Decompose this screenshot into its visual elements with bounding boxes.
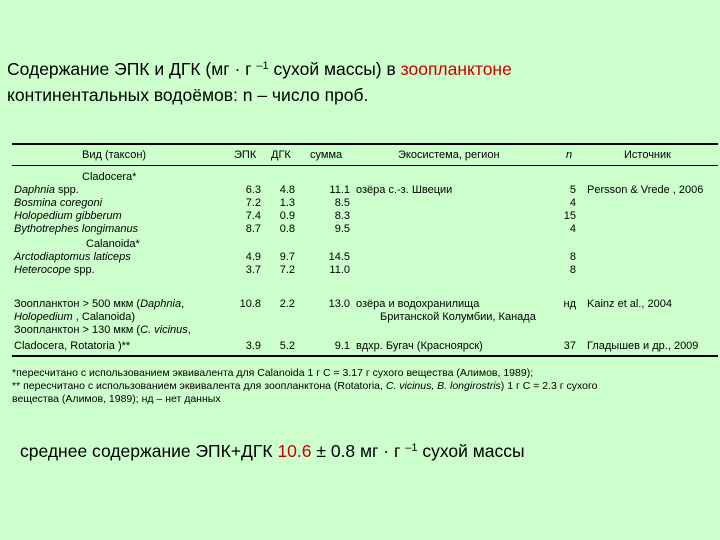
src-cell: Kainz et al., 2004	[587, 298, 673, 310]
title-text-after: сухой массы) в	[268, 59, 401, 79]
footnote-2-text: ** пересчитано с использованием эквивалента для зоопланктона (Rotatoria,	[12, 380, 386, 392]
taxon-name: Bosmina coregoni	[14, 197, 103, 209]
table-row	[12, 251, 718, 264]
n-cell: 8	[569, 251, 576, 263]
taxon-suffix: spp.	[70, 264, 95, 276]
title-line-1	[7, 53, 717, 82]
dgk-cell: 4.8	[279, 184, 295, 196]
epk-cell: 6.3	[245, 184, 261, 196]
table-row	[12, 184, 718, 197]
slide-title	[7, 53, 717, 108]
summary-text: среднее содержание ЭПК+ДГК	[20, 441, 278, 461]
table-header-rule	[12, 165, 718, 166]
table-bottom-rule	[12, 355, 718, 357]
summary-highlight: 10.6	[277, 441, 312, 461]
taxon-italic: Daphnia	[140, 298, 182, 310]
taxon-text-end: ,	[187, 324, 191, 336]
epk-cell: 3.7	[245, 264, 261, 276]
header-n: n	[566, 149, 573, 161]
taxon-italic: C. vicinus	[140, 324, 188, 336]
sum-cell: 11.0	[329, 264, 350, 276]
epk-cell: 4.9	[245, 251, 261, 263]
eco-cell: озёра с.-з. Швеции	[356, 184, 453, 196]
dgk-cell: 7.2	[279, 264, 295, 276]
eco-cell: озёра и водохранилища	[356, 298, 480, 310]
title-text: Содержание ЭПК и ДГК (мг · г	[7, 59, 257, 79]
header-src: Источник	[624, 149, 671, 161]
header-dgk: ДГК	[271, 149, 291, 161]
taxon-cell	[14, 264, 95, 277]
header-eco: Экосистема, регион	[398, 149, 500, 161]
n-cell: нд	[563, 298, 576, 310]
sum-cell: 11.1	[329, 184, 350, 196]
footnote-2-text-end: ) 1 г C = 2.3 г сухого	[500, 380, 598, 392]
header-sum: сумма	[310, 149, 343, 161]
n-cell: 37	[563, 340, 576, 352]
footnote-1: *пересчитано с использованием эквивалента для Calanoida 1 г C = 3.17 г сухого вещества (Алимов, 1989);	[12, 367, 534, 379]
sum-cell: 8.5	[334, 197, 350, 209]
table-row	[12, 324, 718, 337]
table-top-rule	[12, 143, 718, 145]
footnote-3: вещества (Алимов, 1989); нд – нет данных	[12, 393, 221, 405]
table-row	[12, 171, 718, 184]
eco-cell: вдхр. Бугач (Красноярск)	[356, 340, 483, 352]
taxon-name: Arctodiaptomus laticeps	[14, 251, 131, 263]
epk-cell: 7.2	[245, 197, 261, 209]
epk-cell: 10.8	[239, 298, 261, 310]
eco-cell: Британской Колумбии, Канада	[380, 311, 536, 323]
src-cell: Гладышев и др., 2009	[587, 340, 699, 352]
taxon-suffix: spp.	[54, 184, 79, 196]
taxon-cell	[14, 184, 79, 197]
epk-cell: 8.7	[245, 223, 261, 235]
table-row	[12, 340, 718, 353]
taxon-text: Зоопланктон > 130 мкм (	[14, 324, 141, 336]
summary-text-after: сухой массы	[417, 441, 525, 461]
group-label: Cladocera*	[82, 171, 137, 183]
sum-cell: 9.1	[334, 340, 350, 352]
summary-line	[20, 436, 720, 463]
dgk-cell: 0.9	[279, 210, 295, 222]
footnote-2-italic: C. vicinus, B. longirostris	[385, 380, 501, 392]
title-superscript: –1	[256, 60, 269, 72]
epk-cell: 7.4	[245, 210, 261, 222]
taxon-text-end: ,	[181, 298, 185, 310]
header-epk: ЭПК	[234, 149, 257, 161]
title-line-2: континентальных водоёмов: n – число проб.	[7, 85, 369, 105]
table-row	[12, 264, 718, 277]
taxon-name: Heterocope	[14, 264, 71, 276]
n-cell: 8	[569, 264, 576, 276]
dgk-cell: 9.7	[279, 251, 295, 263]
taxon-name: Bythotrephes longimanus	[14, 223, 139, 235]
table-row	[12, 197, 718, 210]
table-row	[12, 223, 718, 236]
sum-cell: 8.3	[334, 210, 350, 222]
taxon-cell	[14, 311, 135, 324]
group-label: Calanoida*	[86, 238, 140, 250]
header-taxon: Вид (таксон)	[82, 149, 147, 161]
taxon-name: Daphnia	[14, 184, 55, 196]
sum-cell: 9.5	[334, 223, 350, 235]
dgk-cell: 1.3	[279, 197, 295, 209]
table-row	[12, 311, 718, 324]
n-cell: 5	[569, 184, 576, 196]
footnote-2	[12, 380, 718, 393]
sum-cell: 14.5	[328, 251, 350, 263]
n-cell: 4	[569, 223, 576, 235]
taxon-cell	[14, 324, 191, 337]
summary-superscript: –1	[405, 442, 418, 454]
summary-text-middle: ± 0.8 мг · г	[311, 441, 406, 461]
taxon-text: Зоопланктон > 500 мкм (	[14, 298, 141, 310]
taxon-text-end: , Calanoida)	[72, 311, 136, 323]
src-cell: Persson & Vrede , 2006	[587, 184, 704, 196]
taxon-cell	[14, 298, 184, 311]
taxon-italic: Holopedium	[14, 311, 73, 323]
epk-cell: 3.9	[245, 340, 261, 352]
title-highlight: зоопланктоне	[400, 59, 512, 79]
footnotes	[12, 367, 718, 406]
dgk-cell: 0.8	[279, 223, 295, 235]
sum-cell: 13.0	[328, 298, 350, 310]
n-cell: 4	[569, 197, 576, 209]
dgk-cell: 5.2	[279, 340, 295, 352]
taxon-name: Holopedium gibberum	[14, 210, 122, 222]
table-row	[12, 238, 718, 251]
n-cell: 15	[563, 210, 576, 222]
taxon-text: Cladocera, Rotatoria )**	[14, 340, 131, 352]
table-row	[12, 210, 718, 223]
dgk-cell: 2.2	[279, 298, 295, 310]
table-row	[12, 298, 718, 311]
